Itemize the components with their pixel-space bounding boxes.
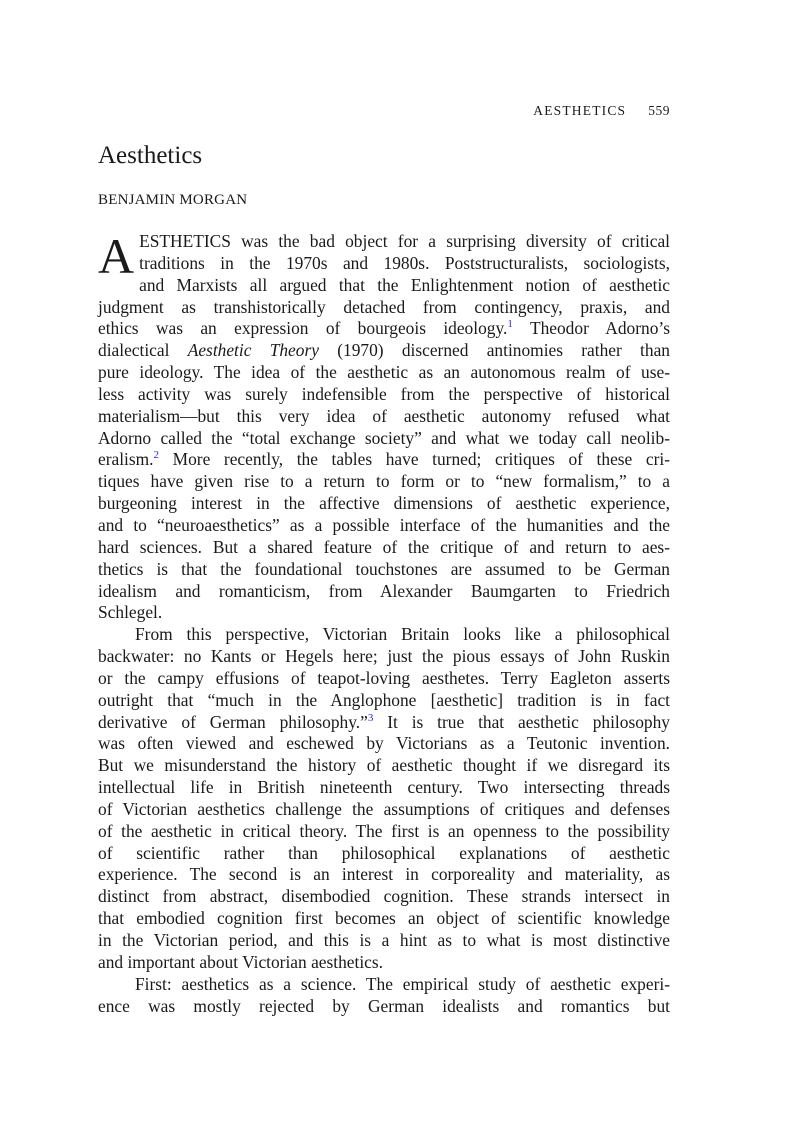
text-line: judgment as transhistorically detached from contingency, praxis, and [98, 296, 670, 317]
running-title: AESTHETICS [533, 103, 627, 118]
text-line: or the campy effusions of teapot-loving aesthetes. Terry Eagleton asserts [98, 667, 670, 688]
text-line: pure ideology. The idea of the aesthetic as an autonomous realm of use- [98, 362, 670, 383]
text-line: and to “neuroaesthetics” as a possible interface of the humanities and the [98, 514, 670, 535]
text-line: Adorno called the “total exchange society” and what we today call neolib- [98, 427, 670, 448]
text-segment: More recently, the tables have turned; critiques of these cri- [159, 449, 670, 470]
text-line: and important about Victorian aesthetics. [98, 951, 384, 972]
text-line: First: aesthetics as a science. The empirical study of aesthetic experi- [135, 973, 670, 994]
text-line: traditions in the 1970s and 1980s. Poststructuralists, sociologists, [139, 252, 670, 273]
text-line: outright that “much in the Anglophone [aesthetic] tradition is in fact [98, 689, 670, 710]
text-line: and Marxists all argued that the Enlightenment notion of aesthetic [139, 274, 670, 295]
text-line: hard sciences. But a shared feature of the critique of and return to aes- [98, 536, 670, 557]
footnote-ref-3[interactable]: 3 [367, 711, 374, 724]
text-line: intellectual life in British nineteenth century. Two intersecting threads [98, 777, 670, 798]
article-body [98, 228, 671, 1017]
text-line: experience. The second is an interest in corporeality and materiality, as [98, 864, 670, 885]
article-author: BENJAMIN MORGAN [98, 192, 248, 208]
text-line: ESTHETICS was the bad object for a surprising diversity of critical [139, 231, 670, 251]
text-line: tiques have given rise to a return to form or to “new formalism,” to a [98, 471, 670, 492]
text-line: less activity was surely indefensible from the perspective of historical [98, 383, 670, 404]
text-segment: ethics was an expression of bourgeois ideology. [98, 318, 508, 339]
text-line: thetics is that the foundational touchstones are assumed to be German [98, 558, 670, 579]
text-line: was often viewed and eschewed by Victorians as a Teutonic invention. [98, 733, 670, 754]
article-title: Aesthetics [98, 142, 203, 169]
text-line [98, 449, 670, 471]
text-line [98, 318, 670, 340]
text-segment: (1970) discerned antinomies rather than [318, 340, 671, 361]
footnote-ref-2[interactable]: 2 [153, 449, 160, 462]
text-line: backwater: no Kants or Hegels here; just the pious essays of John Ruskin [98, 646, 670, 667]
text-segment: eralism. [98, 449, 154, 470]
text-line: in the Victorian period, and this is a hint as to what is most distinctive [98, 930, 670, 950]
text-line: Schlegel. [98, 602, 163, 623]
book-title: Aesthetic Theory [187, 340, 319, 361]
drop-cap: A [98, 228, 135, 284]
text-segment: Theodor Adorno’s [512, 318, 670, 339]
text-line: that embodied cognition first becomes an object of scientific knowledge [98, 908, 670, 929]
text-segment: derivative of German philosophy.” [98, 711, 368, 732]
text-line: burgeoning interest in the affective dimensions of aesthetic experience, [98, 493, 670, 514]
page-number: 559 [648, 103, 670, 118]
text-line: But we misunderstand the history of aesthetic thought if we disregard its [98, 755, 670, 776]
text-line: of Victorian aesthetics challenge the assumptions of critiques and defenses [98, 798, 670, 819]
text-line: materialism—but this very idea of aesthetic autonomy refused what [98, 405, 670, 426]
text-line [98, 712, 670, 734]
footnote-ref-1[interactable]: 1 [507, 318, 513, 331]
text-segment: dialectical [98, 340, 188, 361]
text-line: distinct from abstract, disembodied cognition. These strands intersect in [98, 886, 670, 907]
text-line: of scientific rather than philosophical explanations of aesthetic [98, 842, 670, 863]
text-line: of the aesthetic in critical theory. The first is an openness to the possibility [98, 820, 670, 841]
text-line: idealism and romanticism, from Alexander Baumgarten to Friedrich [98, 580, 670, 601]
text-segment: It is true that aesthetic philosophy [373, 711, 670, 732]
text-line: From this perspective, Victorian Britain looks like a philosophical [135, 624, 670, 645]
text-line: ence was mostly rejected by German idealists and romantics but [98, 995, 670, 1016]
running-head [98, 103, 670, 119]
text-line [98, 340, 670, 362]
